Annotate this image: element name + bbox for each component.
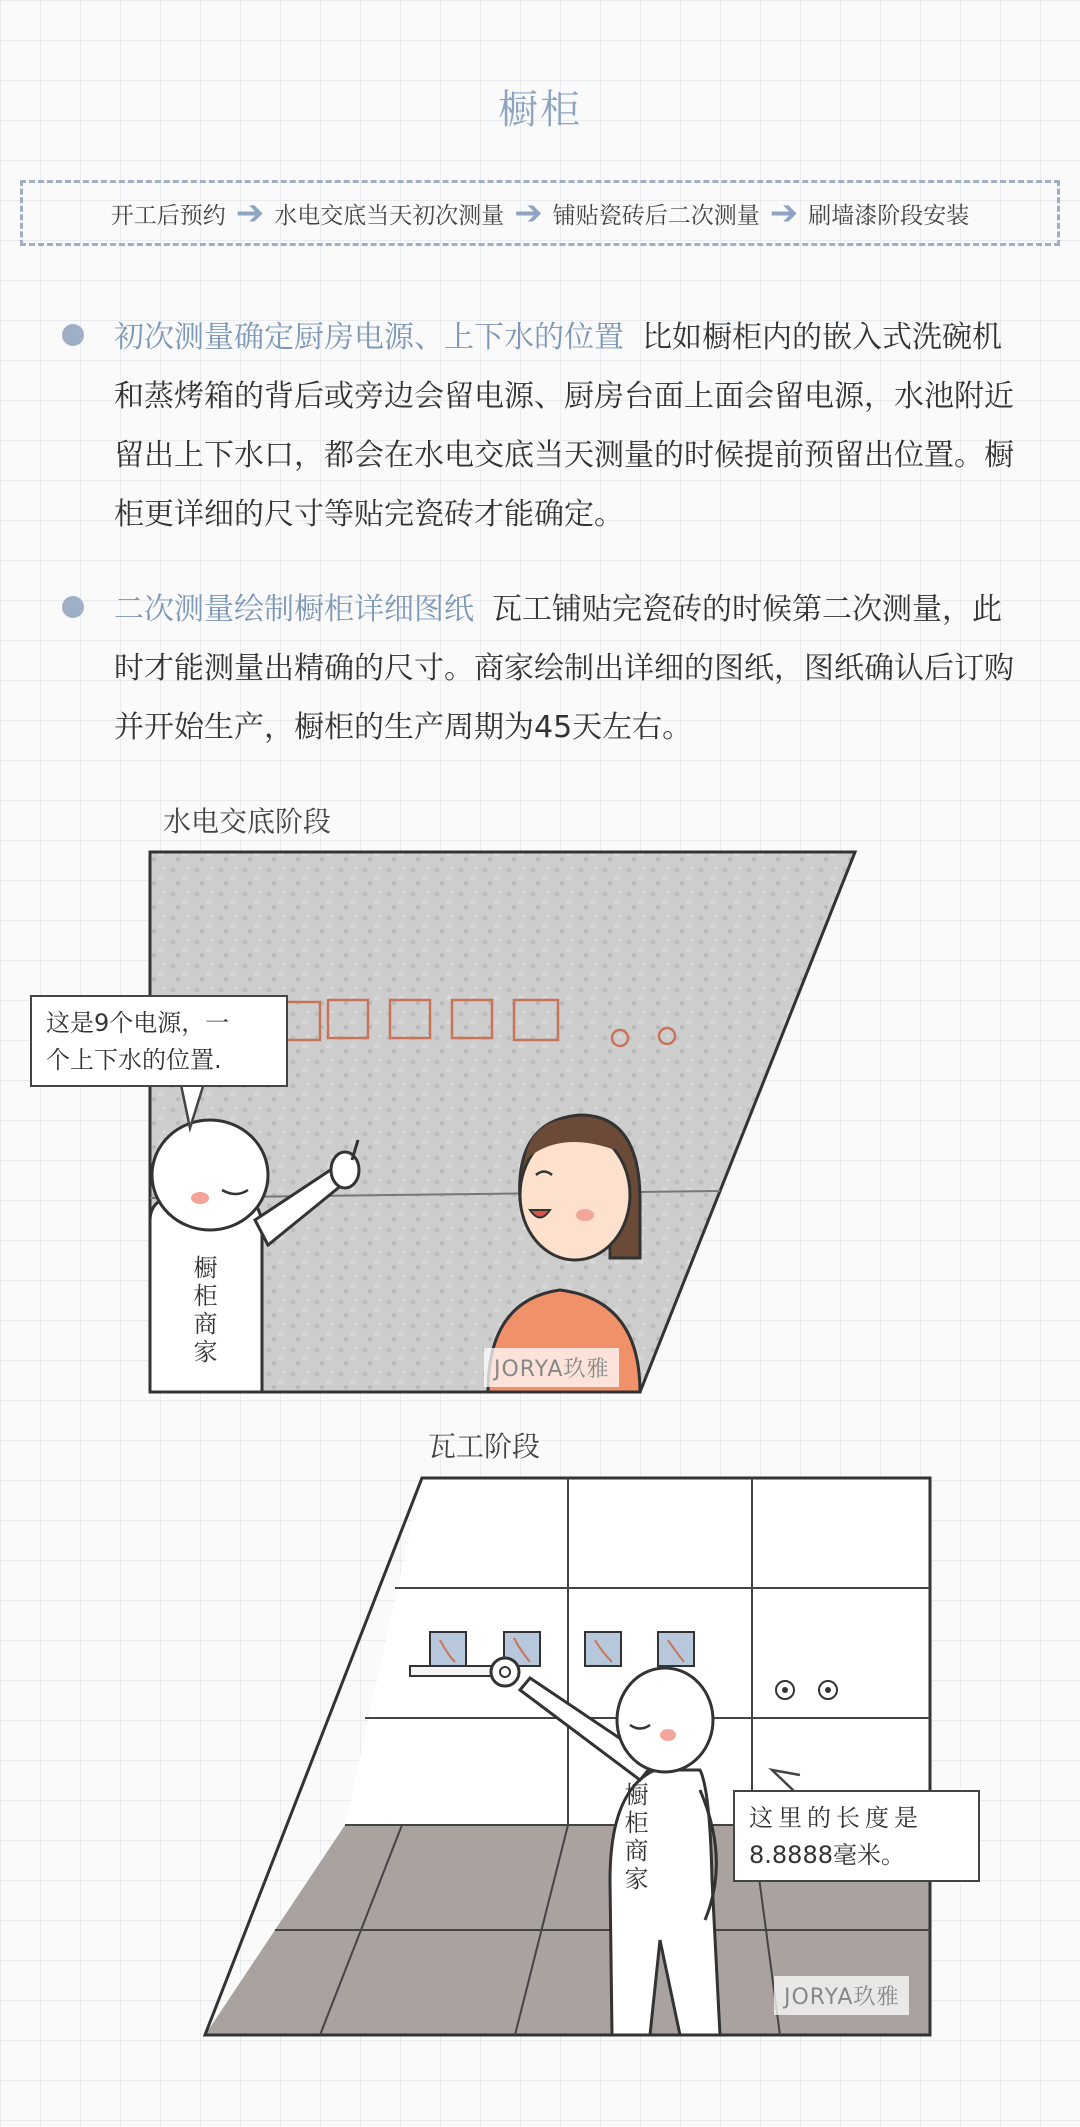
watermark: JORYA玖雅 — [484, 1348, 619, 1387]
speech-bubble — [30, 995, 288, 1087]
bubble-line: 个上下水的位置. — [46, 1046, 222, 1074]
bubble-line: 这里的长度是 — [749, 1804, 923, 1832]
arrow-right-icon: ➔ — [514, 193, 543, 233]
arrow-right-icon: ➔ — [769, 193, 799, 233]
bullet-body: 瓦工铺贴完瓷砖的时候第二次测量，此时才能测量出精确的尺寸。商家绘制出详细的图纸，图纸确认后订购并开始生产，橱柜的生产周期为45天左右。 — [114, 592, 1014, 745]
bullet-highlight: 二次测量绘制橱柜详细图纸 — [114, 592, 474, 627]
flow-step-1: 开工后预约 — [110, 202, 226, 229]
character-label: 橱柜商家 — [189, 1255, 217, 1367]
panel2-label: 瓦工阶段 — [428, 1430, 541, 1463]
speech-bubble — [733, 1790, 980, 1882]
page-title: 橱柜 — [498, 87, 582, 133]
flow-step-4: 刷墙漆阶段安装 — [808, 202, 970, 229]
bubble-line: 8.8888毫米。 — [749, 1841, 905, 1869]
flow-step-2: 水电交底当天初次测量 — [274, 202, 505, 229]
panel1-label: 水电交底阶段 — [163, 805, 332, 838]
arrow-right-icon: ➔ — [235, 193, 265, 233]
bullet-body: 比如橱柜内的嵌入式洗碗机和蒸烤箱的背后或旁边会留电源、厨房台面上面会留电源，水池附近留出上下水口，都会在水电交底当天测量的时候提前预留出位置。橱柜更详细的尺寸等贴完瓷砖才能确定。 — [114, 320, 1014, 532]
character-label: 橱柜商家 — [620, 1782, 648, 1894]
bullet-highlight: 初次测量确定厨房电源、上下水的位置 — [114, 320, 624, 355]
panel2-scene — [205, 1478, 930, 2035]
bubble-line: 这是9个电源，一 — [46, 1009, 230, 1037]
panel1-scene — [150, 852, 855, 1392]
watermark: JORYA玖雅 — [774, 1976, 909, 2015]
flow-step-3: 铺贴瓷砖后二次测量 — [552, 202, 760, 229]
